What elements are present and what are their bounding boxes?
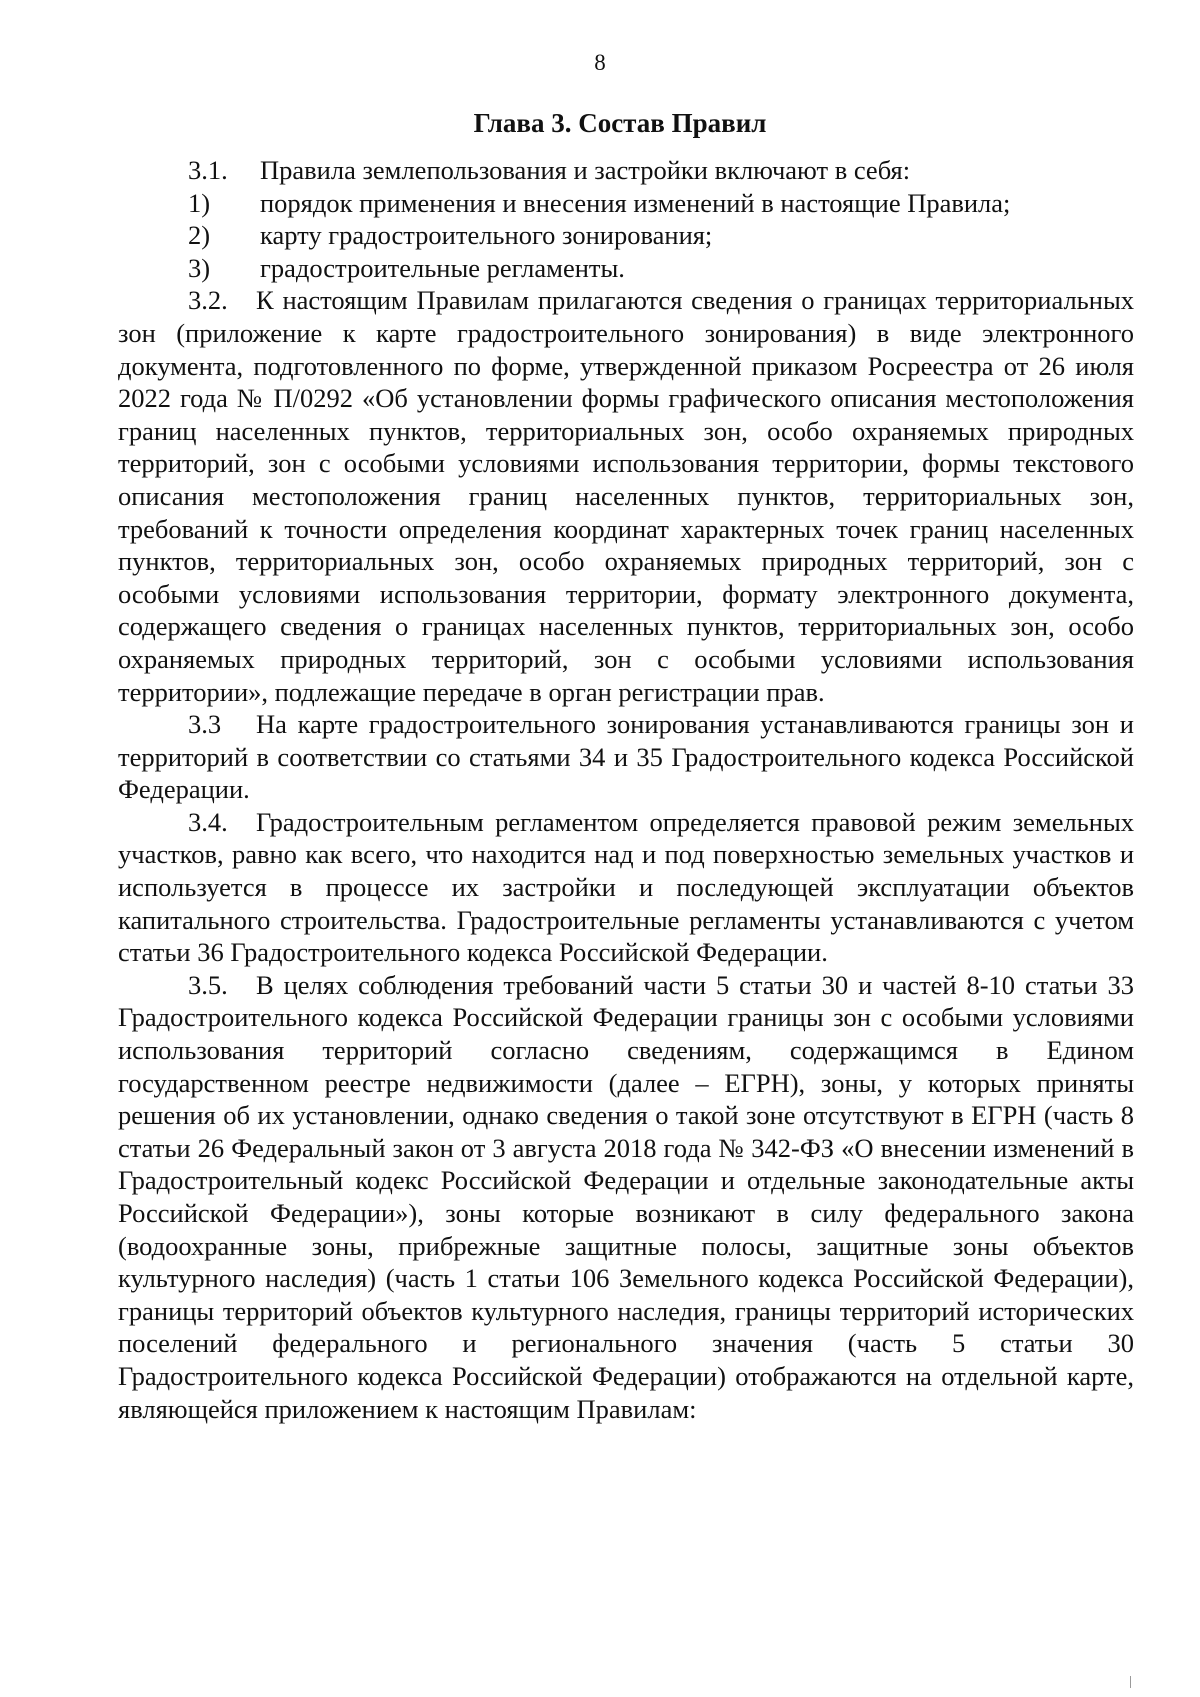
list-item xyxy=(118,252,1134,285)
section-text: Правила землепользования и застройки включают в себя: xyxy=(260,155,911,185)
section-3-1 xyxy=(118,154,1134,187)
section-number: 3.4. xyxy=(188,806,228,837)
section-text: В целях соблюдения требований части 5 статьи 30 и частей 8-10 статьи 33 Градостроительного кодекса Российской Федерации границы зон с особыми условиями использования территорий согласно сведениям, содержащимся в Едином государственном реестре недвижимости (далее – ЕГРН), зоны, у которых приняты решения об их установлении, однако сведения о такой зоне отсутствуют в ЕГРН (часть 8 статьи 26 Федеральный закон от 3 августа 2018 года № 342-ФЗ «О внесении изменений в Градостроительный кодекс Российской Федерации и отдельные законодательные акты Российской Федерации»), зоны которые возникают в силу федерального закона (водоохранные зоны, прибрежные защитные полосы, защитные зоны объектов культурного наследия) (часть 1 статьи 106 Земельного кодекса Российской Федерации), границы территорий объектов культурного наследия, границы территорий исторических поселений федерального и регионального значения (часть 5 статьи 30 Градостроительного кодекса Российской Федерации) отображаются на отдельной карте, являющейся приложением к настоящим Правилам: xyxy=(118,969,1134,1424)
list-item xyxy=(118,187,1134,220)
section-3-4 xyxy=(118,806,1134,969)
list-item-number: 2) xyxy=(188,220,211,251)
section-number: 3.2. xyxy=(188,285,228,316)
section-3-2 xyxy=(118,284,1134,708)
scan-artifact-mark xyxy=(1130,1676,1131,1688)
list-item xyxy=(118,219,1134,252)
section-3-5 xyxy=(118,969,1134,1425)
list-item-text: карту градостроительного зонирования; xyxy=(260,220,713,251)
section-text: К настоящим Правилам прилагаются сведения о границах территориальных зон (приложение к карте градостроительного зонирования) в виде электронного документа, подготовленного по форме, утвержденной приказом Росреестра от 26 июля 2022 года № П/0292 «Об установлении формы графического описания местоположения границ населенных пунктов, территориальных зон, особо охраняемых природных территорий, зон с особыми условиями использования территории, формы текстового описания местоположения границ населенных пунктов, территориальных зон, требований к точности определения координат характерных точек границ населенных пунктов, территориальных зон, особо охраняемых природных территорий, зон с особыми условиями использования территории, формату электронного документа, содержащего сведения о границах населенных пунктов, территориальных зон, особо охраняемых природных территорий, зон с особыми условиями использования территории», подлежащие передаче в орган регистрации прав. xyxy=(118,285,1134,707)
page-number: 8 xyxy=(594,50,606,75)
section-text: Градостроительным регламентом определяется правовой режим земельных участков, равно как всего, что находится над и под поверхностью земельных участков и используется в процессе их застройки и последующей эксплуатации объектов капитального строительства. Градостроительные регламенты устанавливаются с учетом статьи 36 Градостроительного кодекса Российской Федерации. xyxy=(118,806,1134,968)
list-item-number: 3) xyxy=(188,252,211,283)
list-item-text: градостроительные регламенты. xyxy=(260,252,625,283)
list-item-text: порядок применения и внесения изменений в настоящие Правила; xyxy=(260,187,1011,218)
section-number: 3.1. xyxy=(188,155,228,185)
document-body xyxy=(118,154,1134,1425)
section-text: На карте градостроительного зонирования устанавливаются границы зон и территорий в соответствии со статьями 34 и 35 Градостроительного кодекса Российской Федерации. xyxy=(118,709,1134,805)
section-number: 3.3 xyxy=(188,709,222,740)
list-item-number: 1) xyxy=(188,187,211,218)
chapter-title: Глава 3. Состав Правил xyxy=(473,108,767,138)
section-3-3 xyxy=(118,708,1134,806)
section-number: 3.5. xyxy=(188,969,228,1000)
